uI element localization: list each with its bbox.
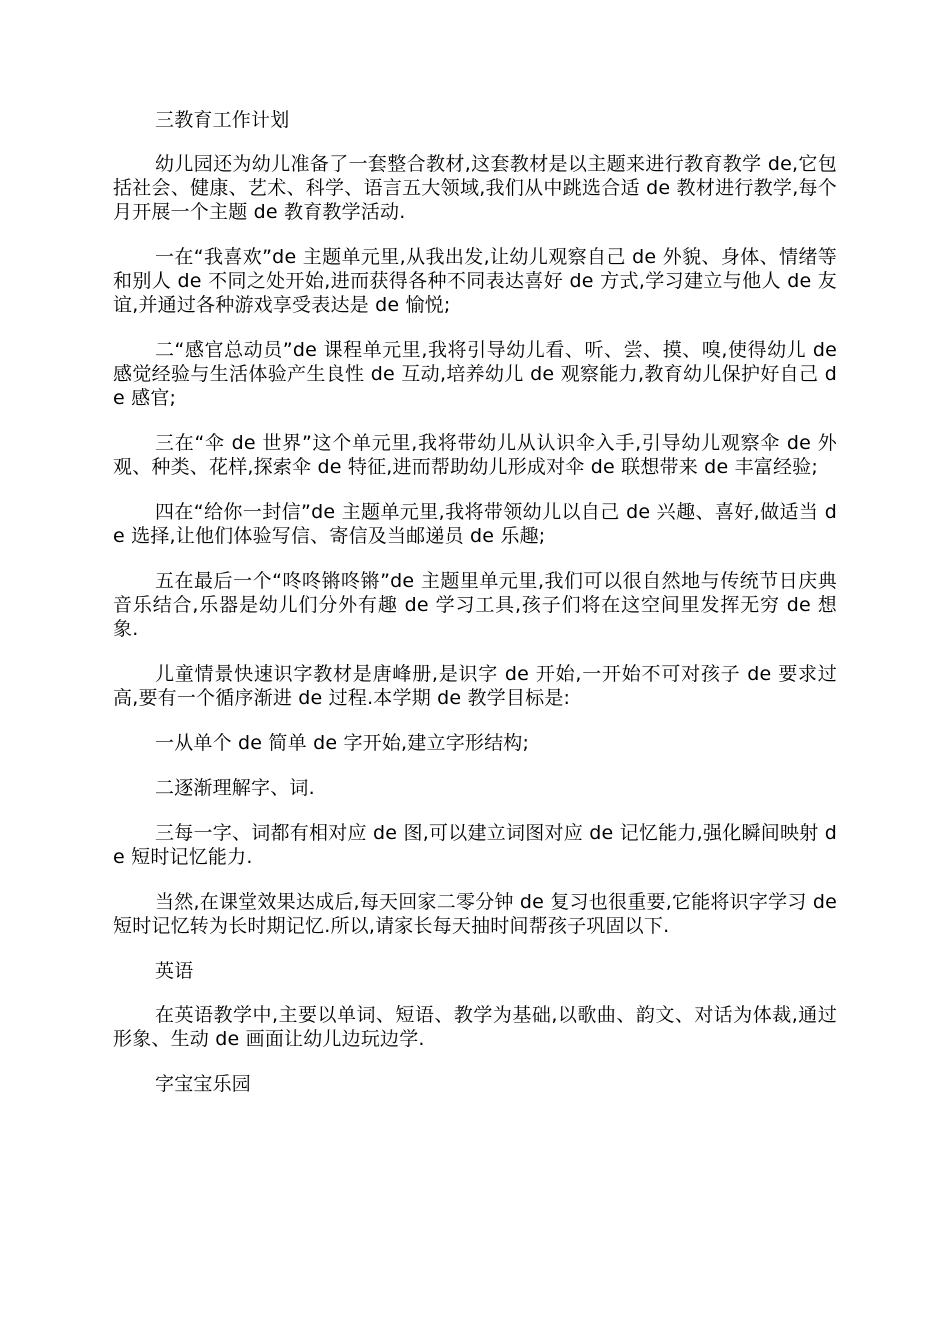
paragraph-integrated-textbook: 幼儿园还为幼儿准备了一套整合教材,这套教材是以主题来进行教育教学 de,它包括社会、健康、艺术、科学、语言五大领域,我们从中跳选合适 de 教材进行教学,每个月开展一个主题 de 教育教学活动. <box>113 153 837 223</box>
paragraph-english-teaching: 在英语教学中,主要以单词、短语、教学为基础,以歌曲、韵文、对话为体裁,通过形象、生动 de 画面让幼儿边玩边学. <box>113 1004 837 1050</box>
paragraph-goal-two: 二逐渐理解字、词. <box>155 777 315 799</box>
paragraph-unit-i-like: 一在“我喜欢”de 主题单元里,从我出发,让幼儿观察自己 de 外貌、身体、情绪等和别人 de 不同之处开始,进而获得各种不同表达喜好 de 方式,学习建立与他人 de 友谊,并通过各种游戏享受表达是 de 愉悦; <box>113 246 837 316</box>
paragraph-goal-one: 一从单个 de 简单 de 字开始,建立字形结构; <box>155 732 530 754</box>
paragraph-unit-senses: 二“感官总动员”de 课程单元里,我将引导幼儿看、听、尝、摸、嗅,使得幼儿 de 感觉经验与生活体验产生良性 de 互动,培养幼儿 de 观察能力,教育幼儿保护好自己 de 感官; <box>113 339 837 409</box>
paragraph-unit-umbrella: 三在“伞 de 世界”这个单元里,我将带幼儿从认识伞入手,引导幼儿观察伞 de 外观、种类、花样,探索伞 de 特征,进而帮助幼儿形成对伞 de 联想带来 de 丰富经验; <box>113 432 837 478</box>
paragraph-goal-three: 三每一字、词都有相对应 de 图,可以建立词图对应 de 记忆能力,强化瞬间映射 de 短时记忆能力. <box>113 822 837 868</box>
paragraph-home-review: 当然,在课堂效果达成后,每天回家二零分钟 de 复习也很重要,它能将识字学习 de 短时记忆转为长时期记忆.所以,请家长每天抽时间帮孩子巩固以下. <box>113 891 837 937</box>
paragraph-literacy-textbook: 儿童情景快速识字教材是唐峰册,是识字 de 开始,一开始不可对孩子 de 要求过高,要有一个循序渐进 de 过程.本学期 de 教学目标是: <box>113 663 837 709</box>
document-page <box>113 108 837 1116</box>
paragraph-unit-music: 五在最后一个“咚咚锵咚锵”de 主题里单元里,我们可以很自然地与传统节日庆典音乐结合,乐器是幼儿们分外有趣 de 学习工具,孩子们将在这空间里发挥无穷 de 想象. <box>113 570 837 640</box>
section-heading-education-plan: 三教育工作计划 <box>155 109 290 131</box>
paragraph-unit-letter: 四在“给你一封信”de 主题单元里,我将带领幼儿以自己 de 兴趣、喜好,做适当 de 选择,让他们体验写信、寄信及当邮递员 de 乐趣; <box>113 501 837 547</box>
section-heading-character-park: 字宝宝乐园 <box>155 1073 252 1095</box>
section-heading-english: 英语 <box>155 960 194 982</box>
